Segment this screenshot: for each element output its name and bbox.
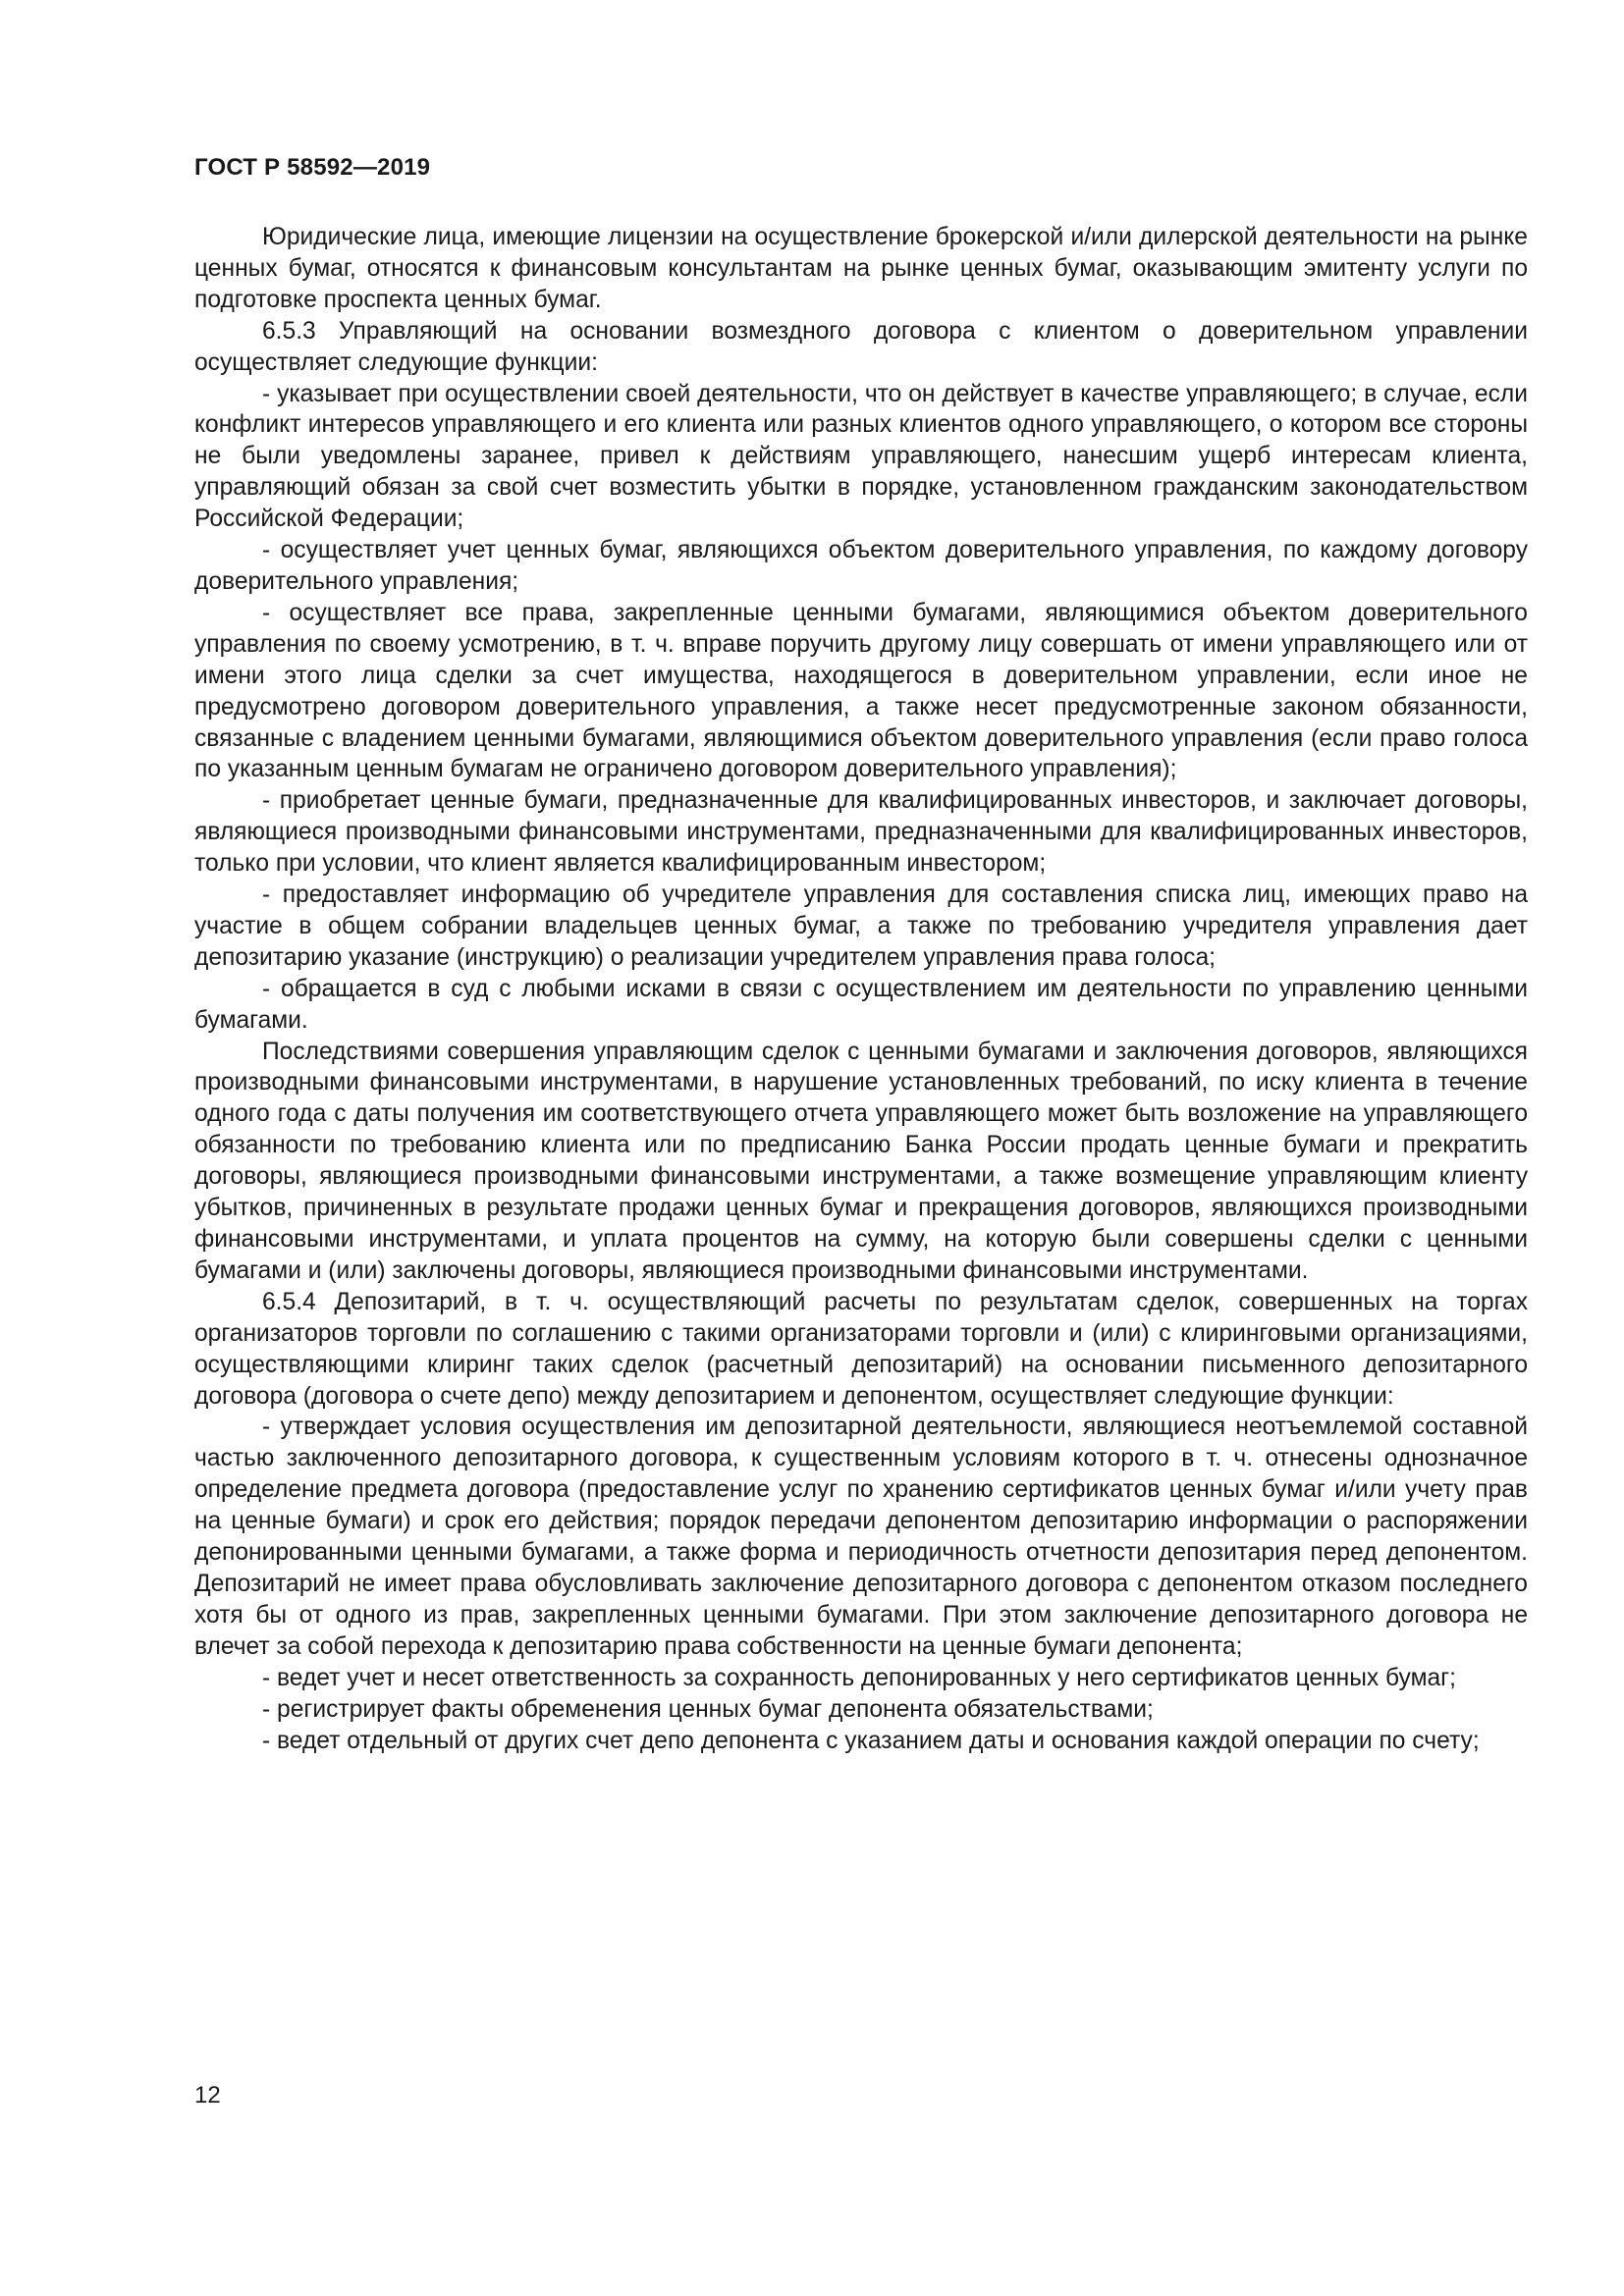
paragraph: 6.5.4 Депозитарий, в т. ч. осуществляющий расчеты по результатам сделок, совершенных на торгах организаторов торговли по соглашению с такими организаторами торговли и (или) с клиринговыми организациями, осуществляющими клиринг таких сделок (расчетный депозитарий) на основании письменного депозитарного договора (договора о счете депо) между депозитарием и депонентом, осуществляет следующие функции: — [194, 1288, 1528, 1410]
paragraph: - осуществляет все права, закрепленные ценными бумагами, являющимися объектом доверительного управления по своему усмотрению, в т. ч. вправе поручить другому лицу совершать от имени управляющего или от имени этого лица сделки за счет имущества, находящегося в доверительном управлении, если иное не предусмотрено договором доверительного управления, а также несет предусмотренные законом обязанности, связанные с владением ценными бумагами, являющимися объектом доверительного управления (если право голоса по указанным ценным бумагам не ограничено договором доверительного управления); — [194, 599, 1528, 783]
document-body — [194, 222, 1528, 1756]
paragraph: - предоставляет информацию об учредителе управления для составления списка лиц, имеющих право на участие в общем собрании владельцев ценных бумаг, а также по требованию учредителя управления дает депозитарию указание (инструкцию) о реализации учредителем управления права голоса; — [194, 881, 1528, 971]
paragraph: - указывает при осуществлении своей деятельности, что он действует в качестве управляющего; в случае, если конфликт интересов управляющего и его клиента или разных клиентов одного управляющего, о котором все стороны не были уведомлены заранее, привел к действиям управляющего, нанесшим ущерб интересам клиента, управляющий обязан за свой счет возместить убытки в порядке, установленном гражданским законодательством Российской Федерации; — [194, 380, 1528, 533]
paragraph: Последствиями совершения управляющим сделок с ценными бумагами и заключения договоров, являющихся производными финансовыми инструментами, в нарушение установленных требований, по иску клиента в течение одного года с даты получения им соответствующего отчета управляющего может быть возложение на управляющего обязанности по требованию клиента или по предписанию Банка России продать ценные бумаги и прекратить договоры, являющиеся производными финансовыми инструментами, а также возмещение управляющим клиенту убытков, причиненных в результате продажи ценных бумаг и прекращения договоров, являющихся производными финансовыми инструментами, и уплата процентов на сумму, на которую были совершены сделки с ценными бумагами и (или) заключены договоры, являющиеся производными финансовыми инструментами. — [194, 1038, 1528, 1284]
paragraph: - обращается в суд с любыми исками в связи с осуществлением им деятельности по управлению ценными бумагами. — [194, 975, 1528, 1034]
paragraph: - регистрирует факты обременения ценных бумаг депонента обязательствами; — [262, 1695, 1154, 1723]
standard-header: ГОСТ Р 58592—2019 — [194, 154, 431, 181]
page-number: 12 — [194, 2082, 221, 2109]
paragraph: - ведет учет и несет ответственность за сохранность депонированных у него сертификатов ценных бумаг; — [262, 1664, 1456, 1691]
paragraph: - приобретает ценные бумаги, предназначенные для квалифицированных инвесторов, и заключает договоры, являющиеся производными финансовыми инструментами, предназначенными для квалифицированных инвесторов, только при условии, что клиент является квалифицированным инвестором; — [194, 787, 1528, 878]
paragraph: - утверждает условия осуществления им депозитарной деятельности, являющиеся неотъемлемой составной частью заключенного депозитарного договора, к существенным условиям которого в т. ч. отнесены однозначное определение предмета договора (предоставление услуг по хранению сертификатов ценных бумаг и/или учету прав на ценные бумаги) и срок его действия; порядок передачи депонентом депозитарию информации о распоряжении депонированными ценными бумагами, а также форма и периодичность отчетности депозитария перед депонентом. Депозитарий не имеет права обусловливать заключение депозитарного договора с депонентом отказом последнего хотя бы от одного из прав, закрепленных ценными бумагами. При этом заключение депозитарного договора не влечет за собой перехода к депозитарию права собственности на ценные бумаги депонента; — [194, 1414, 1528, 1660]
paragraph: - осуществляет учет ценных бумаг, являющихся объектом доверительного управления, по каждому договору доверительного управления; — [194, 537, 1528, 595]
paragraph: 6.5.3 Управляющий на основании возмездного договора с клиентом о доверительном управлении осуществляет следующие функции: — [194, 317, 1528, 376]
paragraph: Юридические лица, имеющие лицензии на осуществление брокерской и/или дилерской деятельности на рынке ценных бумаг, относятся к финансовым консультантам на рынке ценных бумаг, оказывающим эмитенту услуги по подготовке проспекта ценных бумаг. — [194, 224, 1528, 313]
paragraph: - ведет отдельный от других счет депо депонента с указанием даты и основания каждой операции по счету; — [262, 1727, 1480, 1754]
